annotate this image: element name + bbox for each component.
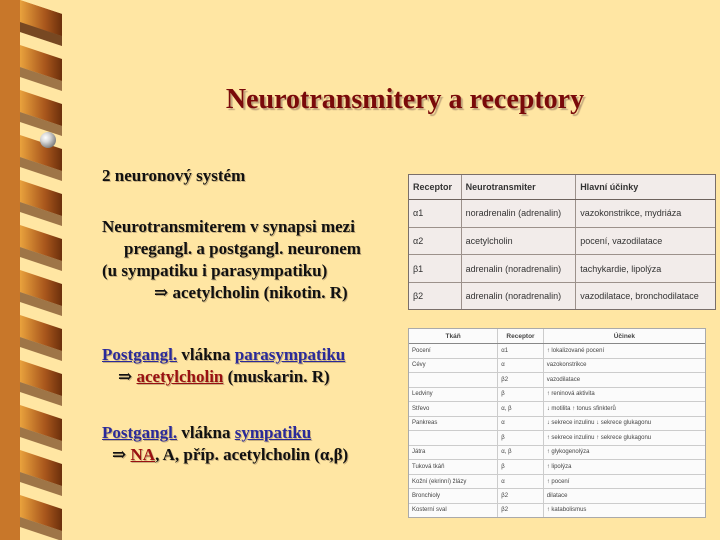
block2-line1: Neurotransmiterem v synapsi mezi bbox=[102, 217, 355, 236]
table-cell: β bbox=[498, 387, 543, 402]
table-cell: Bronchioly bbox=[409, 489, 498, 504]
table-cell: β bbox=[498, 460, 543, 475]
table2-header: Účinek bbox=[543, 329, 705, 344]
table-cell: ↑ sekrece inzulinu ↑ sekrece glukagonu bbox=[543, 431, 705, 446]
sympatiku-link: sympatiku bbox=[234, 423, 312, 442]
table-cell: β2 bbox=[498, 489, 543, 504]
na-link: NA bbox=[130, 445, 156, 464]
table1-header: Receptor bbox=[409, 175, 461, 200]
table-cell: vazodilatace bbox=[543, 373, 705, 388]
decorative-border-strip bbox=[0, 0, 70, 540]
block3-muskarin: (muskarin. R) bbox=[227, 367, 330, 386]
table-cell: α2 bbox=[409, 227, 461, 255]
table-cell: Kožní (ekrinní) žlázy bbox=[409, 474, 498, 489]
table-row bbox=[409, 387, 705, 402]
block1-line1: 2 neuronový systém bbox=[102, 166, 246, 185]
table-cell: noradrenalin (adrenalin) bbox=[461, 200, 576, 228]
text-block-2 bbox=[102, 216, 361, 304]
tissue-effects-table-image bbox=[408, 328, 706, 518]
block3-word-vlakna: vlákna bbox=[181, 345, 231, 364]
block2-line3: (u sympatiku i parasympatiku) bbox=[102, 261, 328, 280]
table-row bbox=[409, 227, 715, 255]
block2-line2: pregangl. a postgangl. neuronem bbox=[124, 239, 361, 258]
table-cell: β bbox=[498, 431, 543, 446]
table-cell: vazodilatace, bronchodilatace bbox=[576, 282, 715, 309]
table-cell: Ledviny bbox=[409, 387, 498, 402]
table-cell: α1 bbox=[409, 200, 461, 228]
table-cell: ↓ motilita ↑ tonus sfinkterů bbox=[543, 402, 705, 417]
table-cell: adrenalin (noradrenalin) bbox=[461, 255, 576, 283]
block4-word-vlakna: vlákna bbox=[181, 423, 231, 442]
table-row bbox=[409, 402, 705, 417]
table-row bbox=[409, 200, 715, 228]
text-block-4 bbox=[102, 422, 348, 466]
block4-rest: , A, příp. acetylcholin (α,β) bbox=[155, 445, 349, 464]
acetylcholin-link: acetylcholin bbox=[136, 367, 224, 386]
table-cell: vazokonstrikce bbox=[543, 358, 705, 373]
table-row bbox=[409, 282, 715, 309]
table-cell: pocení, vazodilatace bbox=[576, 227, 715, 255]
table-cell: Játra bbox=[409, 445, 498, 460]
postgangl-link-2: Postgangl. bbox=[102, 423, 178, 442]
table-cell: α bbox=[498, 416, 543, 431]
table2-header: Receptor bbox=[498, 329, 543, 344]
block2-line4: acetylcholin (nikotin. R) bbox=[172, 283, 348, 302]
arrow-icon: ⇒ bbox=[154, 283, 169, 302]
table-row bbox=[409, 373, 705, 388]
table-cell: ↑ lokalizované pocení bbox=[543, 344, 705, 359]
table-cell bbox=[409, 373, 498, 388]
table-cell: ↑ pocení bbox=[543, 474, 705, 489]
parasympatiku-link: parasympatiku bbox=[234, 345, 346, 364]
table-cell: adrenalin (noradrenalin) bbox=[461, 282, 576, 309]
table-row bbox=[409, 445, 705, 460]
text-block-1 bbox=[102, 165, 245, 187]
table-row bbox=[409, 431, 705, 446]
table-cell: β2 bbox=[409, 282, 461, 309]
table2-header: Tkáň bbox=[409, 329, 498, 344]
table-cell: β2 bbox=[498, 373, 543, 388]
table-cell: vazokonstrikce, mydriáza bbox=[576, 200, 715, 228]
table-cell: ↑ glykogenolýza bbox=[543, 445, 705, 460]
arrow-icon: ⇒ bbox=[118, 367, 133, 386]
table-row bbox=[409, 489, 705, 504]
table-row bbox=[409, 460, 705, 475]
table-cell: α bbox=[498, 474, 543, 489]
postgangl-link: Postgangl. bbox=[102, 345, 178, 364]
arrow-icon: ⇒ bbox=[112, 445, 127, 464]
table-cell: acetylcholin bbox=[461, 227, 576, 255]
table-cell: Pocení bbox=[409, 344, 498, 359]
table-cell: β1 bbox=[409, 255, 461, 283]
table-cell: α, β bbox=[498, 445, 543, 460]
table-row bbox=[409, 416, 705, 431]
table1-header: Hlavní účinky bbox=[576, 175, 715, 200]
slide-title: Neurotransmitery a receptory bbox=[225, 84, 585, 115]
table-cell: dilatace bbox=[543, 489, 705, 504]
receptor-table-image bbox=[408, 174, 716, 310]
table-cell: Pankreas bbox=[409, 416, 498, 431]
table-row bbox=[409, 255, 715, 283]
text-block-3 bbox=[102, 344, 345, 388]
table-cell: ↓ sekrece inzulinu ↓ sekrece glukagonu bbox=[543, 416, 705, 431]
table-cell: Střevo bbox=[409, 402, 498, 417]
table-cell: Tuková tkáň bbox=[409, 460, 498, 475]
table-cell: Kosterní sval bbox=[409, 503, 498, 517]
table-cell: ↑ reninová aktivita bbox=[543, 387, 705, 402]
table-cell: α1 bbox=[498, 344, 543, 359]
table-cell: ↑ lipolýza bbox=[543, 460, 705, 475]
table1-header: Neurotransmiter bbox=[461, 175, 576, 200]
table-cell: α, β bbox=[498, 402, 543, 417]
table-row bbox=[409, 503, 705, 517]
table-row bbox=[409, 474, 705, 489]
table-cell: tachykardie, lipolýza bbox=[576, 255, 715, 283]
table-cell: α bbox=[498, 358, 543, 373]
table-cell: ↑ katabolismus bbox=[543, 503, 705, 517]
table-row bbox=[409, 358, 705, 373]
table-cell: β2 bbox=[498, 503, 543, 517]
table-row bbox=[409, 344, 705, 359]
table-cell bbox=[409, 431, 498, 446]
table-cell: Cévy bbox=[409, 358, 498, 373]
